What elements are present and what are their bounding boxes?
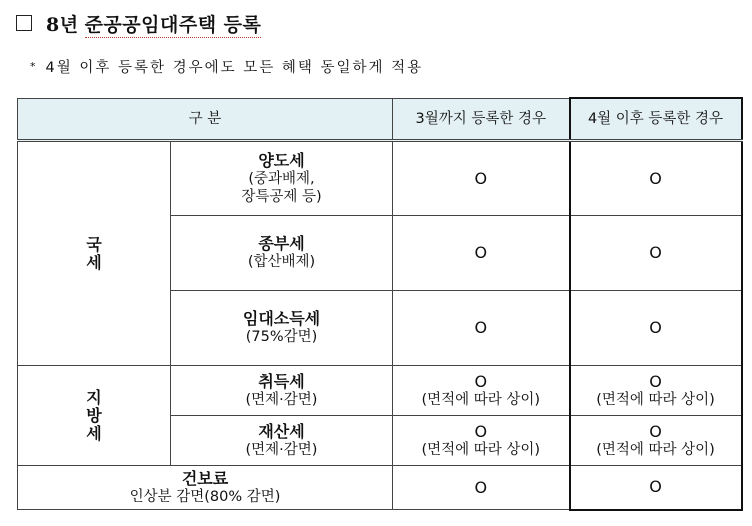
title-main: 준공공임대주택 등록 (84, 13, 262, 36)
circle-mark: O (474, 371, 488, 391)
value-note: (면적에 따라 상이) (421, 391, 541, 408)
circle-mark: O (393, 466, 570, 510)
tax-cell (171, 416, 393, 466)
value-cell (393, 366, 570, 416)
value-note: (면적에 따라 상이) (421, 441, 541, 458)
circle-mark: O (570, 216, 742, 291)
tax-name: 종부세 (258, 234, 305, 253)
title-prefix: 8년 (46, 13, 79, 36)
tax-cell (171, 216, 393, 291)
note-mark: * (30, 60, 38, 73)
note (30, 56, 423, 77)
value-note: (면적에 따라 상이) (596, 441, 715, 458)
circle-mark: O (474, 421, 488, 441)
checkbox-square-icon (16, 15, 32, 31)
tax-sub: (중과배제, 장특공제 등) (241, 170, 322, 205)
circle-mark: O (570, 141, 742, 216)
tax-cell (171, 291, 393, 366)
benefit-table (17, 97, 743, 511)
group-national-tax: 국 세 (18, 141, 171, 366)
tax-sub: (합산배제) (247, 254, 316, 270)
tax-cell (18, 466, 393, 510)
header-after-april: 4월 이후 등록한 경우 (570, 98, 742, 141)
circle-mark: O (649, 421, 662, 441)
table-row (18, 466, 742, 510)
table-row (18, 141, 742, 216)
tax-name: 재산세 (258, 421, 305, 441)
section-title (16, 10, 261, 36)
circle-mark: O (570, 466, 742, 510)
tax-name: 양도세 (258, 150, 305, 170)
tax-name: 건보료 (181, 468, 229, 488)
tax-cell (171, 141, 393, 216)
table-row (18, 366, 742, 416)
table-header-row (18, 98, 742, 141)
note-text: 4월 이후 등록한 경우에도 모든 혜택 동일하게 적용 (45, 60, 424, 76)
value-cell (393, 416, 570, 466)
tax-sub: 인상분 감면(80% 감면) (129, 488, 281, 505)
value-note: (면적에 따라 상이) (596, 391, 715, 408)
circle-mark: O (393, 216, 570, 291)
tax-sub: (75%감면) (245, 329, 318, 345)
tax-sub: (면제·감면) (245, 391, 318, 408)
tax-name: 임대소득세 (242, 309, 321, 328)
value-cell (570, 416, 742, 466)
title-text (46, 10, 261, 37)
tax-sub: (면제·감면) (245, 441, 318, 458)
group-local-tax: 지 방 세 (18, 366, 171, 466)
header-until-march: 3월까지 등록한 경우 (393, 98, 570, 141)
circle-mark: O (393, 141, 570, 216)
tax-cell (171, 366, 393, 416)
value-cell (570, 366, 742, 416)
tax-name: 취득세 (258, 371, 305, 391)
circle-mark: O (393, 291, 570, 366)
circle-mark: O (649, 371, 662, 391)
header-category: 구 분 (18, 98, 393, 141)
circle-mark: O (570, 291, 742, 366)
